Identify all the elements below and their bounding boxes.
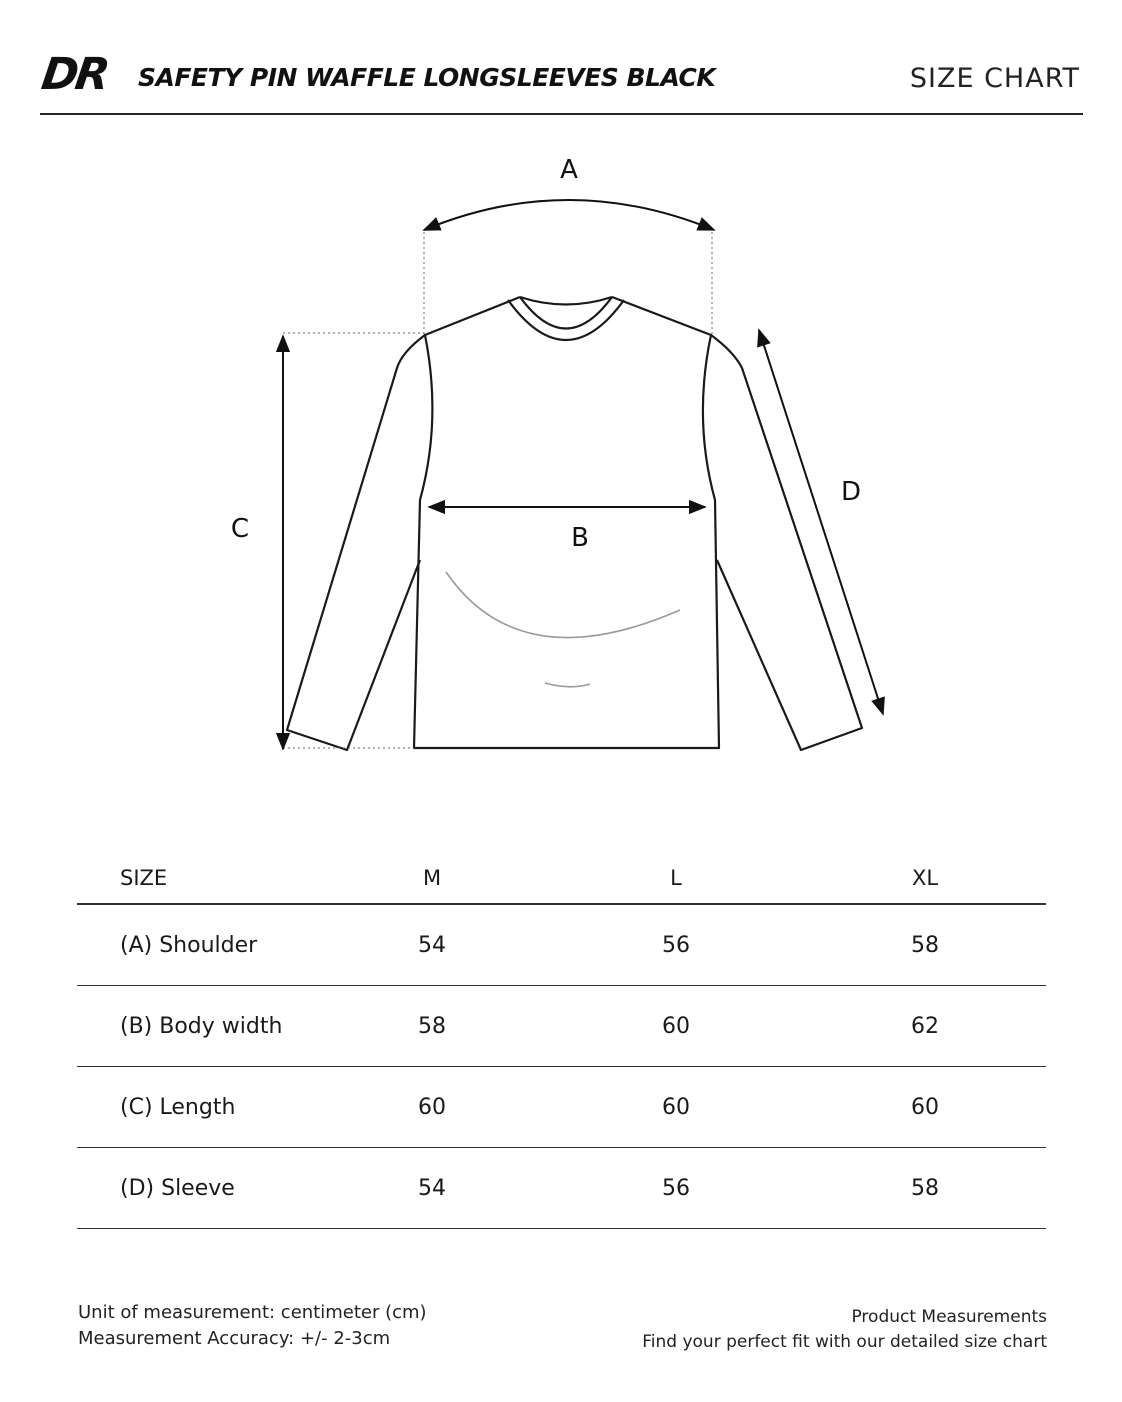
column-header: SIZE: [120, 865, 168, 890]
measurement-guides: [283, 232, 712, 748]
row-label: (D) Sleeve: [120, 1175, 235, 1201]
table-cell: 60: [662, 1094, 690, 1120]
footer-tagline: [642, 1305, 1047, 1355]
table-header-row: [77, 852, 1046, 905]
size-table: [77, 852, 1046, 1229]
label-c: C: [230, 514, 250, 544]
column-header: L: [670, 865, 682, 890]
row-label: (A) Shoulder: [120, 932, 258, 958]
table-cell: 58: [911, 932, 939, 958]
table-cell: 62: [911, 1013, 939, 1039]
label-a: A: [560, 155, 578, 185]
table-cell: 60: [911, 1094, 939, 1120]
table-cell: 54: [418, 1175, 446, 1201]
footer-subtitle: Find your perfect fit with our detailed size chart: [642, 1332, 1047, 1352]
column-header: M: [422, 865, 442, 890]
measure-d-arrow: [759, 330, 883, 714]
product-title: SAFETY PIN WAFFLE LONGSLEEVES BLACK: [138, 63, 716, 92]
table-row: [77, 905, 1046, 986]
table-cell: 58: [911, 1175, 939, 1201]
page-label: SIZE CHART: [909, 63, 1080, 94]
table-row: [77, 1148, 1046, 1229]
label-b: B: [571, 523, 589, 553]
brand-logo: DR: [38, 49, 111, 100]
table-cell: 60: [662, 1013, 690, 1039]
row-label: (C) Length: [120, 1094, 236, 1120]
table-cell: 56: [662, 932, 690, 958]
table-cell: 60: [418, 1094, 446, 1120]
table-row: [77, 986, 1046, 1067]
label-d: D: [840, 477, 862, 507]
accuracy-note: Measurement Accuracy: +/- 2-3cm: [78, 1328, 391, 1349]
measure-a-arrow: [424, 200, 714, 230]
unit-note: Unit of measurement: centimeter (cm): [78, 1302, 427, 1323]
column-header: XL: [911, 865, 939, 890]
table-cell: 56: [662, 1175, 690, 1201]
fabric-fold-lines: [446, 572, 680, 687]
footer-title: Product Measurements: [851, 1307, 1047, 1327]
table-cell: 54: [418, 932, 446, 958]
measurement-notes: [78, 1300, 427, 1352]
row-label: (B) Body width: [120, 1013, 283, 1039]
table-row: [77, 1067, 1046, 1148]
table-cell: 58: [418, 1013, 446, 1039]
